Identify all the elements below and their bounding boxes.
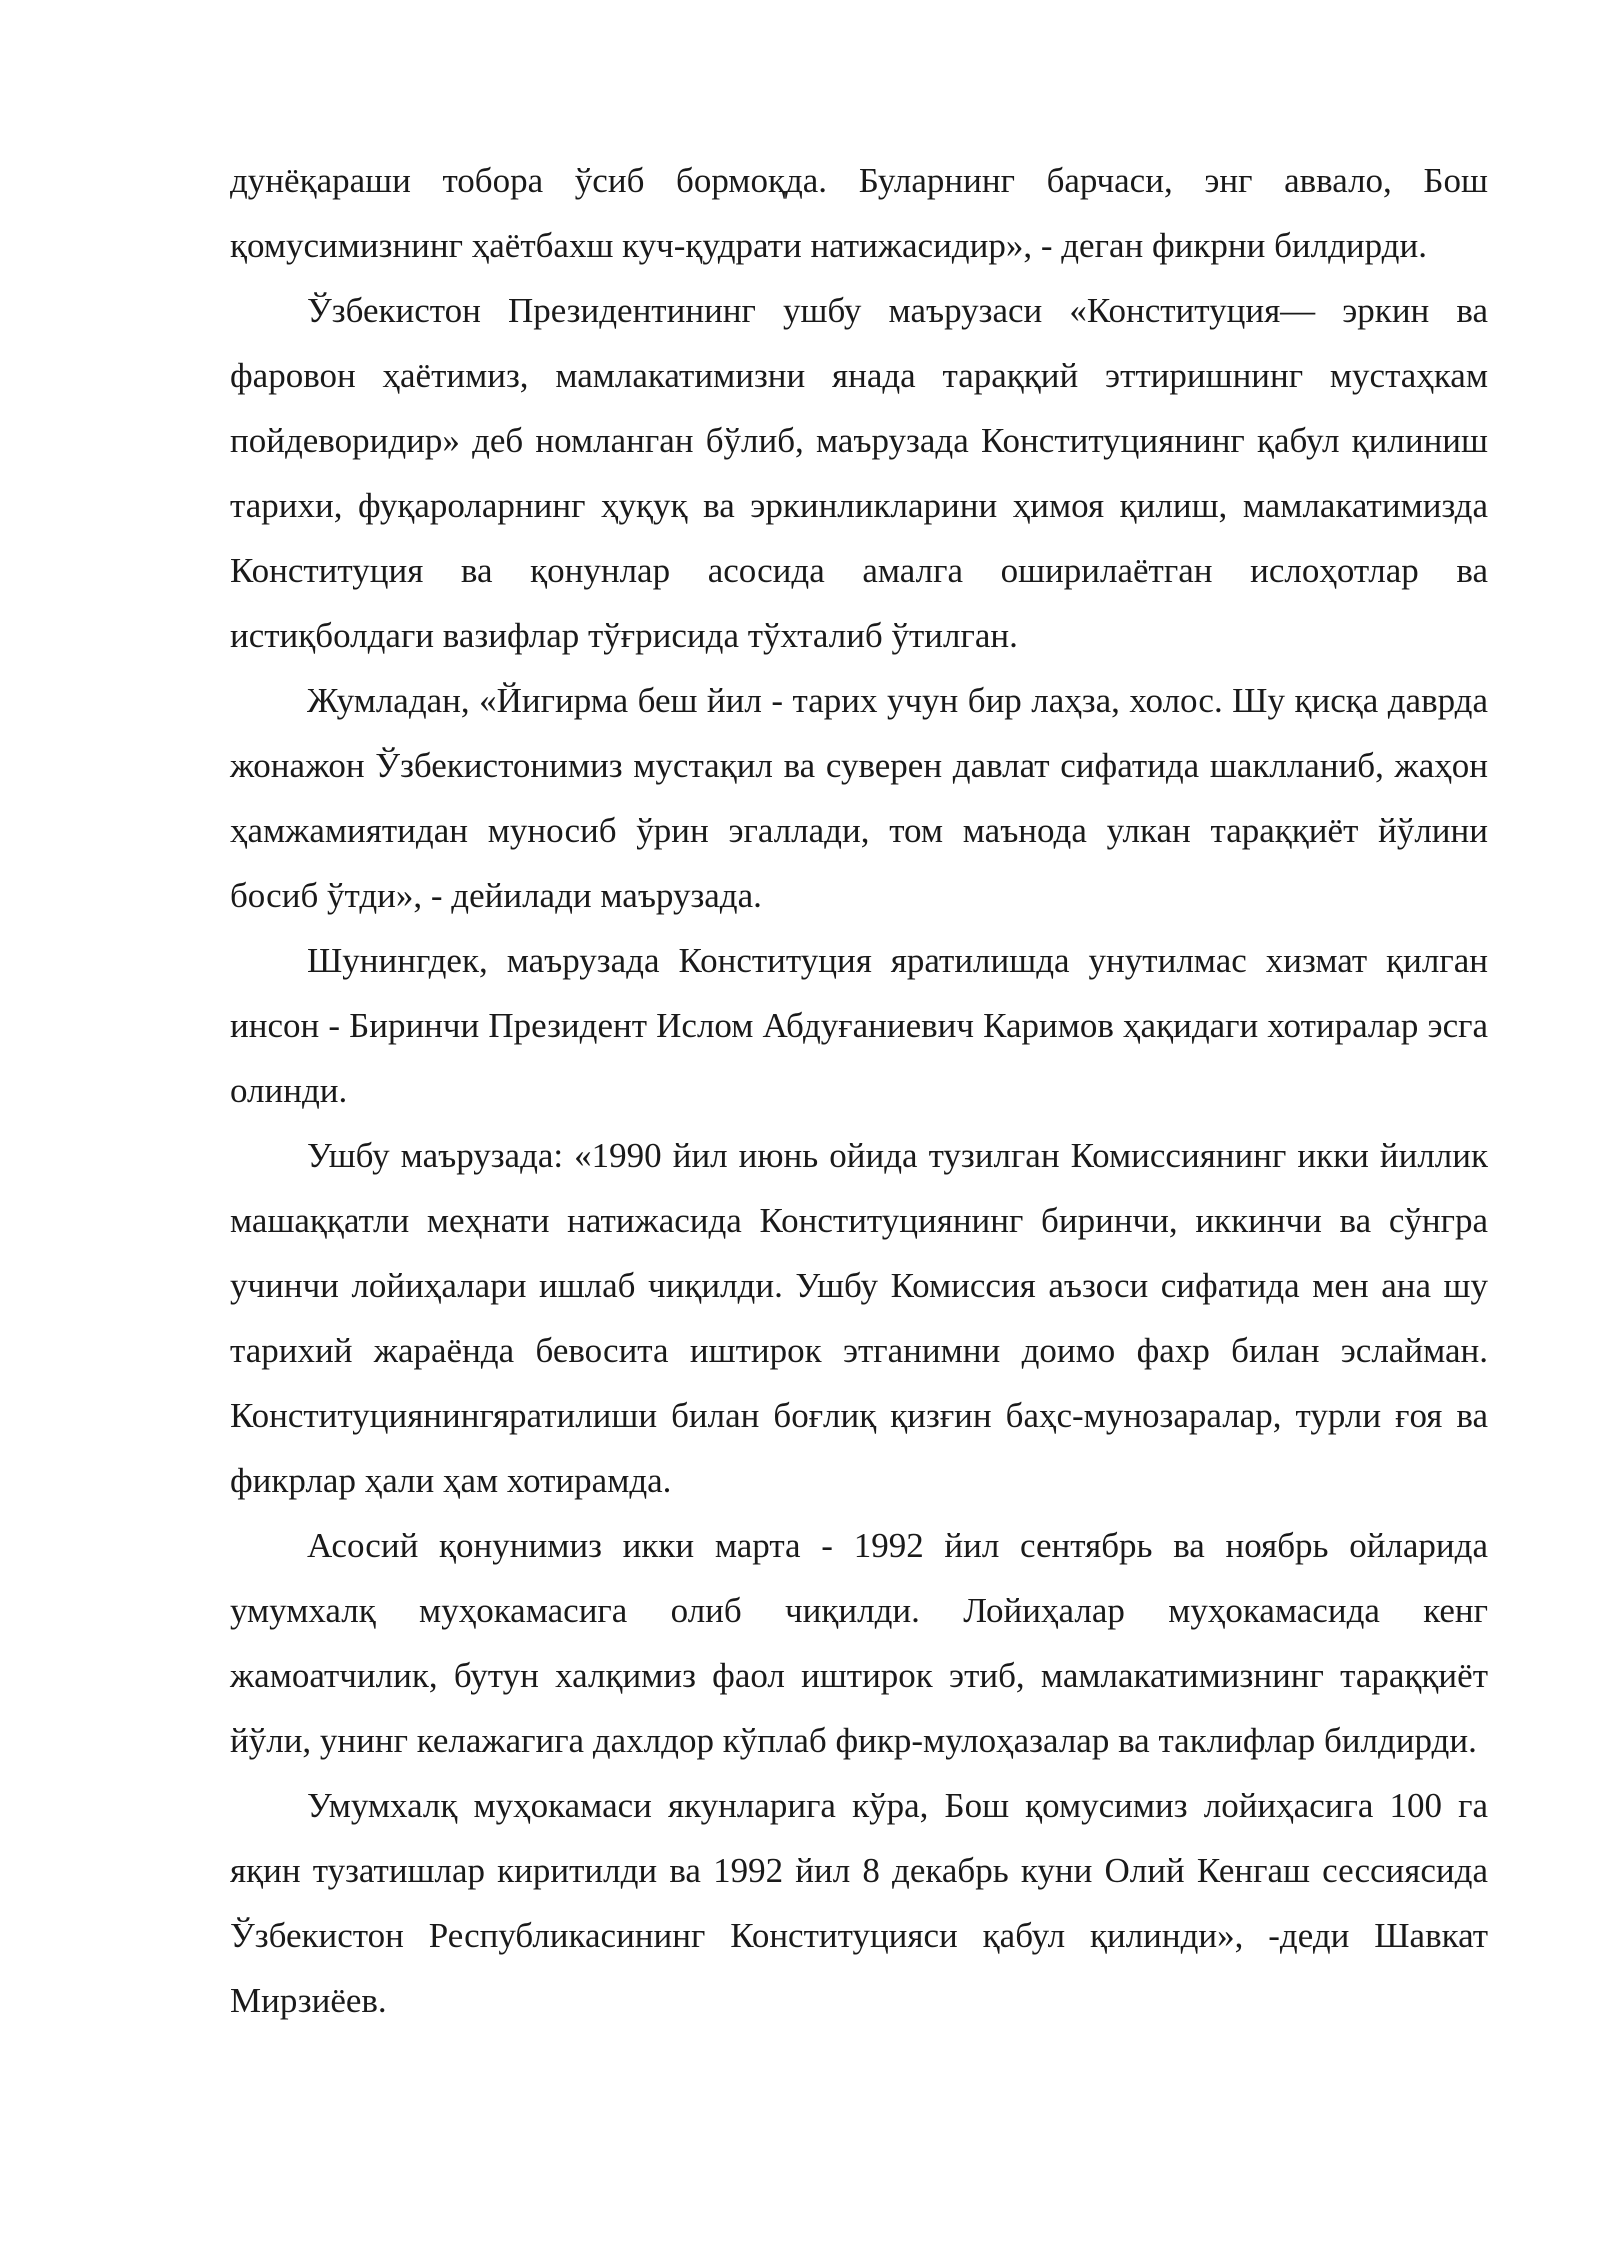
paragraph: Ўзбекистон Президентининг ушбу маърузаси «Конституция— эркин ва фаровон ҳаётимиз, мамлакатимизни янада тараққий эттиришнинг мустаҳкам пойдеворидир» деб номланган бўлиб, маърузада Конституциянинг қабул қилиниш тарихи, фуқароларнинг ҳуқуқ ва эркинликларини ҳимоя қилиш, мамлакатимизда Конституция ва қонунлар асосида амалга оширилаётган ислоҳотлар ва истиқболдаги вазифлар тўғрисида тўхталиб ўтилган. (230, 291, 1488, 655)
paragraph: Шунингдек, маърузада Конституция яратилишда унутилмас хизмат қилган инсон - Биринчи Президент Ислом Абдуғаниевич Каримов ҳақидаги хотиралар эсга олинди. (230, 941, 1488, 1110)
paragraph: Ушбу маърузада: «1990 йил июнь ойида тузилган Комиссиянинг икки йиллик машаққатли меҳнати натижасида Конституциянинг биринчи, иккинчи ва сўнгра учинчи лойиҳалари ишлаб чиқилди. Ушбу Комиссия аъзоси сифатида мен ана шу тарихий жараёнда бевосита иштирок этганимни доимо фахр билан эслайман. Конституциянингяратилиши билан боғлиқ қизғин баҳс-мунозаралар, турли ғоя ва фикрлар ҳали ҳам хотирамда. (230, 1136, 1488, 1500)
paragraph-continuation: дунёқараши тобора ўсиб бормоқда. Буларнинг барчаси, энг аввало, Бош қомусимизнинг ҳаётбахш куч-қудрати натижасидир», - деган фикрни билдирди. (230, 161, 1488, 265)
paragraph: Умумхалқ муҳокамаси якунларига кўра, Бош қомусимиз лойиҳасига 100 га яқин тузатишлар киритилди ва 1992 йил 8 декабрь куни Олий Кенгаш сессиясида Ўзбекистон Республикасининг Конституцияси қабул қилинди», -деди Шавкат Мирзиёев. (230, 1786, 1488, 2020)
document-body (230, 148, 1488, 2033)
paragraph: Жумладан, «Йигирма беш йил - тарих учун бир лаҳза, холос. Шу қисқа даврда жонажон Ўзбекистонимиз мустақил ва суверен давлат сифатида шаклланиб, жаҳон ҳамжамиятидан муносиб ўрин эгаллади, том маънода улкан тараққиёт йўлини босиб ўтди», - дейилади маърузада. (230, 681, 1488, 915)
paragraph: Асосий қонунимиз икки марта - 1992 йил сентябрь ва ноябрь ойларида умумхалқ муҳокамасига олиб чиқилди. Лойиҳалар муҳокамасида кенг жамоатчилик, бутун халқимиз фаол иштирок этиб, мамлакатимизнинг тараққиёт йўли, унинг келажагига дахлдор кўплаб фикр-мулоҳазалар ва таклифлар билдирди. (230, 1526, 1488, 1760)
